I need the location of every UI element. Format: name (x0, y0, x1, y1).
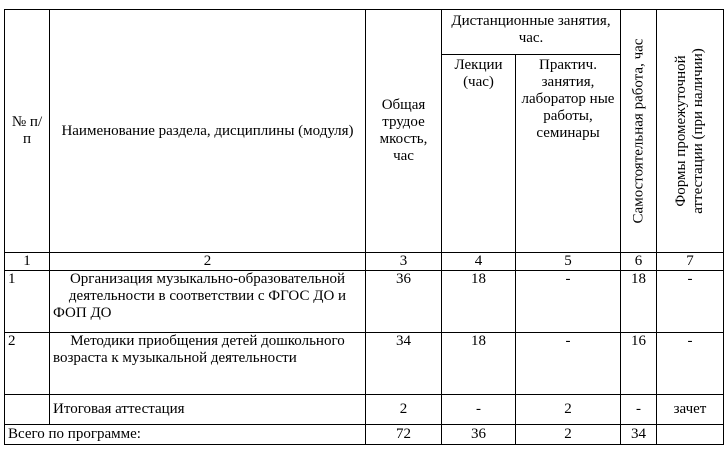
header-num: № п/п (5, 10, 50, 253)
row-practice: - (516, 333, 621, 395)
row-form: - (657, 271, 724, 333)
row-total: 36 (366, 271, 442, 333)
table-row (5, 395, 724, 425)
row-form: зачет (657, 395, 724, 425)
header-practice: Практич. занятия, лаборатор ные работы, семинары (516, 55, 621, 253)
row-num: 1 (5, 271, 50, 333)
header-self-work: Самостоятельная работа, час (621, 10, 657, 253)
col-number: 1 (5, 253, 50, 271)
header-lectures: Лекции (час) (442, 55, 516, 253)
total-hours: 72 (366, 425, 442, 445)
row-name: Методики приобщения детей дошкольного возраста к музыкальной деятельности (50, 333, 366, 395)
column-numbers-row (5, 253, 724, 271)
total-label: Всего по программе: (5, 425, 366, 445)
table-row (5, 271, 724, 333)
row-name: Итоговая аттестация (50, 395, 366, 425)
total-self: 34 (621, 425, 657, 445)
col-number: 4 (442, 253, 516, 271)
table-row (5, 333, 724, 395)
col-number: 2 (50, 253, 366, 271)
row-total: 34 (366, 333, 442, 395)
total-lectures: 36 (442, 425, 516, 445)
row-practice: 2 (516, 395, 621, 425)
header-attestation: Формы промежуточной аттестации (при наличии) (657, 10, 724, 253)
row-self: - (621, 395, 657, 425)
row-lectures: 18 (442, 271, 516, 333)
row-form: - (657, 333, 724, 395)
header-distance: Дистанционные занятия, час. (442, 10, 621, 55)
total-row (5, 425, 724, 445)
row-self: 16 (621, 333, 657, 395)
row-num (5, 395, 50, 425)
total-form (657, 425, 724, 445)
row-practice: - (516, 271, 621, 333)
col-number: 5 (516, 253, 621, 271)
header-name: Наименование раздела, дисциплины (модуля) (50, 10, 366, 253)
col-number: 6 (621, 253, 657, 271)
row-name: Организация музыкально-образовательной деятельности в соответствии с ФГОС ДО и ФОП ДО (50, 271, 366, 333)
row-lectures: - (442, 395, 516, 425)
total-practice: 2 (516, 425, 621, 445)
col-number: 3 (366, 253, 442, 271)
header-total: Общая трудое мкость, час (366, 10, 442, 253)
row-total: 2 (366, 395, 442, 425)
row-lectures: 18 (442, 333, 516, 395)
col-number: 7 (657, 253, 724, 271)
row-num: 2 (5, 333, 50, 395)
row-self: 18 (621, 271, 657, 333)
curriculum-table (4, 9, 724, 445)
